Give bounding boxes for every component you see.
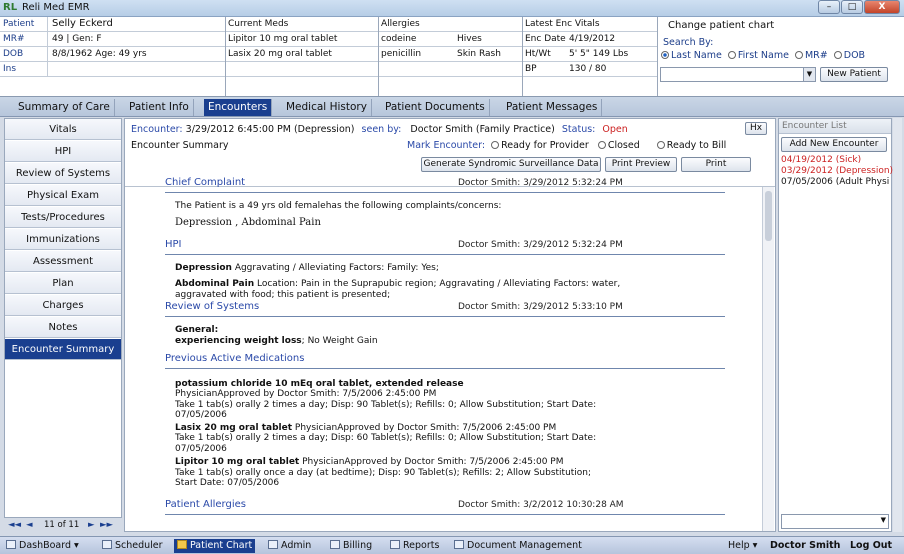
section-timestamp: Doctor Smith: 3/29/2012 5:32:24 PM <box>458 178 623 188</box>
vitals-label: Ht/Wt <box>525 49 551 59</box>
mark-encounter <box>407 140 726 151</box>
sidebar-item-immunizations[interactable]: Immunizations <box>5 229 121 250</box>
section-review-of-systems <box>165 301 725 317</box>
chevron-down-icon[interactable]: ▼ <box>803 68 815 81</box>
encounter-value: 3/29/2012 6:45:00 PM (Depression) <box>185 124 355 135</box>
taskbar-label: Admin <box>281 540 312 551</box>
cc-text: The Patient is a 49 yrs old femalehas the following complaints/concerns: <box>175 201 502 211</box>
taskbar-dashboard[interactable] <box>6 539 79 553</box>
app-logo: RL <box>3 2 18 13</box>
document-icon <box>454 540 464 549</box>
folder-icon <box>177 540 187 549</box>
search-by-label: Search By: <box>663 37 714 48</box>
allergy-name: codeine <box>381 34 417 44</box>
radio-dob[interactable] <box>834 51 842 59</box>
hpi-abdominal-pain-cont: aggravated with food; this patient is presented; <box>175 290 391 300</box>
report-icon <box>390 540 400 549</box>
ros-detail: ; No Weight Gain <box>301 336 378 346</box>
taskbar-label: Patient Chart <box>190 540 253 551</box>
dob-value: 8/8/1962 Age: 49 yrs <box>52 49 147 59</box>
section-timestamp: Doctor Smith: 3/2/2012 10:30:28 AM <box>458 500 624 510</box>
latest-vitals-panel <box>523 17 658 96</box>
main-tabs <box>0 97 904 117</box>
prev-page-icon[interactable]: ◄ <box>26 520 33 530</box>
title-bar <box>0 0 904 17</box>
bottom-taskbar <box>0 536 904 554</box>
cc-complaints: Depression , Abdominal Pain <box>175 217 321 228</box>
section-timestamp: Doctor Smith: 3/29/2012 5:32:24 PM <box>458 240 623 250</box>
option-label: MR# <box>804 50 828 61</box>
encounter-list-item[interactable]: 07/05/2006 (Adult Physi <box>781 177 890 187</box>
allergy-reaction: Hives <box>457 34 482 44</box>
patient-label: Patient <box>3 19 35 29</box>
taskbar-billing[interactable] <box>330 539 372 553</box>
encounter-list-title: Encounter List <box>779 119 891 134</box>
ros-general: General: <box>175 325 219 335</box>
allergies-header: Allergies <box>381 19 420 29</box>
calendar-icon <box>102 540 112 549</box>
encounter-list-item[interactable]: 03/29/2012 (Depression) <box>781 166 894 176</box>
taskbar-document-management[interactable] <box>454 539 582 553</box>
taskbar-scheduler[interactable] <box>102 539 163 553</box>
med-name: Lipitor 10 mg oral tablet <box>175 457 300 467</box>
status-badge: Open <box>602 124 628 135</box>
right-scrollbar[interactable] <box>893 118 902 532</box>
mr-label: MR# <box>3 34 25 44</box>
med-sig: Take 1 tab(s) orally 2 times a day; Disp: 90 Tablet(s); Refills: 0; Allow Substitution; Start Date: <box>175 400 597 410</box>
radio-first-name[interactable] <box>728 51 736 59</box>
hpi-abdominal-pain <box>175 279 620 290</box>
sidebar-item-hpi[interactable]: HPI <box>5 141 121 162</box>
sidebar-item-review-of-systems[interactable]: Review of Systems <box>5 163 121 184</box>
med-start: Start Date: 07/05/2006 <box>175 478 280 488</box>
taskbar-label: Reports <box>403 540 440 551</box>
generate-syndromic-button[interactable]: Generate Syndromic Surveillance Data <box>421 157 601 172</box>
mark-encounter-label: Mark Encounter: <box>407 140 486 151</box>
window-title: Reli Med EMR <box>22 2 90 13</box>
radio-mr[interactable] <box>795 51 803 59</box>
radio-ready-to-bill[interactable] <box>657 141 665 149</box>
section-title: Previous Active Medications <box>165 353 305 364</box>
hpi-detail: Aggravating / Alleviating Factors: Family: Yes; <box>231 263 439 273</box>
ins-label: Ins <box>3 64 17 74</box>
print-preview-button[interactable]: Print Preview <box>605 157 677 172</box>
encounter-label: Encounter: <box>131 124 183 135</box>
taskbar-label: Billing <box>343 540 373 551</box>
med-approval: PhysicianApproved by Doctor Smith: 7/5/2006 2:45:00 PM <box>299 457 564 467</box>
med-sig: Take 1 tab(s) orally once a day (at bedtime); Disp: 90 Tablet(s); Refills: 2; Allow Substitution; <box>175 468 592 478</box>
encounter-filter-select[interactable] <box>781 514 889 529</box>
tab-encounters[interactable]: Encounters <box>204 99 272 116</box>
med-approval: PhysicianApproved by Doctor Smith: 7/5/2006 2:45:00 PM <box>292 423 557 433</box>
radio-last-name[interactable] <box>661 51 669 59</box>
option-label: Ready to Bill <box>666 140 727 151</box>
encounter-summary-content <box>125 177 761 531</box>
pager-text: 11 of 11 <box>44 520 80 530</box>
med-start: 07/05/2006 <box>175 410 227 420</box>
current-meds-panel <box>226 17 379 96</box>
encounter-summary-label: Encounter Summary <box>131 140 229 151</box>
patient-demographics <box>0 17 226 96</box>
scrollbar-thumb[interactable] <box>765 191 772 241</box>
hpi-term: Depression <box>175 263 232 273</box>
med-name: Lasix 20 mg oral tablet <box>175 423 293 433</box>
hpi-detail: Location: Pain in the Suprapubic region; Aggravating / Alleviating Factors: water, <box>254 279 621 289</box>
section-title: Chief Complaint <box>165 177 246 188</box>
med-sig: Take 1 tab(s) orally 2 times a day; Disp: 60 Tablet(s); Refills: 0; Allow Substitution; Start Date: <box>175 433 597 443</box>
tab-patient-info[interactable]: Patient Info <box>125 99 194 116</box>
tab-patient-documents[interactable]: Patient Documents <box>381 99 490 116</box>
hpi-depression <box>175 263 439 274</box>
sidebar-item-plan[interactable]: Plan <box>5 273 121 294</box>
sidebar-item-notes[interactable]: Notes <box>5 317 121 338</box>
sidebar-item-charges[interactable]: Charges <box>5 295 121 316</box>
vitals-value: 130 / 80 <box>569 64 607 74</box>
ros-term: experiencing weight loss <box>175 336 302 346</box>
seen-by-value: Doctor Smith (Family Practice) <box>410 124 555 135</box>
section-chief-complaint <box>165 177 725 193</box>
patient-search-input[interactable] <box>660 67 816 82</box>
search-options <box>658 50 865 61</box>
sidebar-item-tests-procedures[interactable]: Tests/Procedures <box>5 207 121 228</box>
sidebar-item-encounter-summary[interactable]: Encounter Summary <box>5 339 121 360</box>
admin-icon <box>268 540 278 549</box>
hpi-term: Abdominal Pain <box>175 279 255 289</box>
taskbar-reports[interactable] <box>390 539 439 553</box>
new-patient-button[interactable]: New Patient <box>820 67 888 82</box>
hx-button[interactable]: Hx <box>745 122 767 135</box>
mr-value: 49 | Gen: F <box>52 34 102 44</box>
med-start: 07/05/2006 <box>175 444 227 454</box>
section-previous-medications <box>165 353 725 369</box>
patient-name: Selly Eckerd <box>52 18 113 29</box>
sidebar-item-assessment[interactable]: Assessment <box>5 251 121 272</box>
radio-closed[interactable] <box>598 141 606 149</box>
billing-icon <box>330 540 340 549</box>
vitals-label: Enc Date <box>525 34 566 44</box>
current-user: Doctor Smith <box>770 540 841 551</box>
taskbar-label: Scheduler <box>115 540 163 551</box>
section-title: Review of Systems <box>165 301 260 312</box>
first-page-icon[interactable]: ◄◄ <box>8 520 22 530</box>
option-label: Last Name <box>671 50 722 61</box>
taskbar-admin[interactable] <box>268 539 311 553</box>
encounter-list <box>781 155 894 188</box>
maximize-button[interactable]: □ <box>841 0 863 14</box>
add-new-encounter-button[interactable]: Add New Encounter <box>781 137 887 152</box>
vitals-label: BP <box>525 64 537 74</box>
encounter-list-panel <box>778 118 892 532</box>
chevron-down-icon[interactable]: ▼ <box>880 516 886 524</box>
option-label: First Name <box>737 50 789 61</box>
encounter-pager <box>4 518 122 532</box>
section-title: Patient Allergies <box>165 499 246 510</box>
ros-weight <box>175 336 378 347</box>
section-hpi <box>165 239 725 255</box>
content-scrollbar[interactable] <box>762 187 774 531</box>
encounter-list-item[interactable]: 04/19/2012 (Sick) <box>781 155 862 165</box>
section-title: HPI <box>165 239 182 250</box>
print-button[interactable]: Print <box>681 157 751 172</box>
minimize-button[interactable]: – <box>818 0 840 14</box>
med-header <box>175 457 563 468</box>
taskbar-patient-chart[interactable] <box>174 539 255 553</box>
option-label: Ready for Provider <box>501 140 589 151</box>
section-patient-allergies <box>165 499 725 515</box>
help-menu[interactable]: Help ▾ <box>728 540 758 551</box>
med-name: potassium chloride 10 mEq oral tablet, extended release <box>175 379 464 389</box>
tab-patient-messages[interactable]: Patient Messages <box>502 99 602 116</box>
sidebar-item-vitals[interactable]: Vitals <box>5 119 121 140</box>
dashboard-icon <box>6 540 16 549</box>
encounter-sidebar <box>4 118 122 518</box>
logout-button[interactable]: Log Out <box>850 540 893 551</box>
current-med-item: Lasix 20 mg oral tablet <box>228 49 332 59</box>
taskbar-label: Document Management <box>467 540 582 551</box>
last-page-icon[interactable]: ►► <box>100 520 114 530</box>
close-button[interactable]: X <box>864 0 900 14</box>
dob-label: DOB <box>3 49 24 59</box>
med-approval: PhysicianApproved by Doctor Smith: 7/5/2006 2:45:00 PM <box>175 389 437 399</box>
radio-ready-for-provider[interactable] <box>491 141 499 149</box>
option-label: Closed <box>607 140 640 151</box>
next-page-icon[interactable]: ► <box>88 520 95 530</box>
allergies-panel <box>379 17 523 96</box>
seen-by-label: seen by: <box>361 124 402 135</box>
tab-summary-of-care[interactable]: Summary of Care <box>14 99 115 116</box>
taskbar-label: DashBoard ▾ <box>19 540 79 551</box>
allergy-name: penicillin <box>381 49 422 59</box>
allergy-reaction: Skin Rash <box>457 49 501 59</box>
change-chart-title: Change patient chart <box>668 20 775 31</box>
encounter-main <box>124 118 776 532</box>
option-label: DOB <box>843 50 866 61</box>
section-timestamp: Doctor Smith: 3/29/2012 5:33:10 PM <box>458 302 623 312</box>
status-label: Status: <box>561 124 596 135</box>
vitals-value: 5' 5" 149 Lbs <box>569 49 629 59</box>
vitals-value: 4/19/2012 <box>569 34 616 44</box>
current-med-item: Lipitor 10 mg oral tablet <box>228 34 338 44</box>
vitals-header: Latest Enc Vitals <box>525 19 600 29</box>
current-meds-header: Current Meds <box>228 19 289 29</box>
tab-medical-history[interactable]: Medical History <box>282 99 372 116</box>
patient-header <box>0 17 904 97</box>
sidebar-item-physical-exam[interactable]: Physical Exam <box>5 185 121 206</box>
change-chart-panel <box>658 17 904 96</box>
